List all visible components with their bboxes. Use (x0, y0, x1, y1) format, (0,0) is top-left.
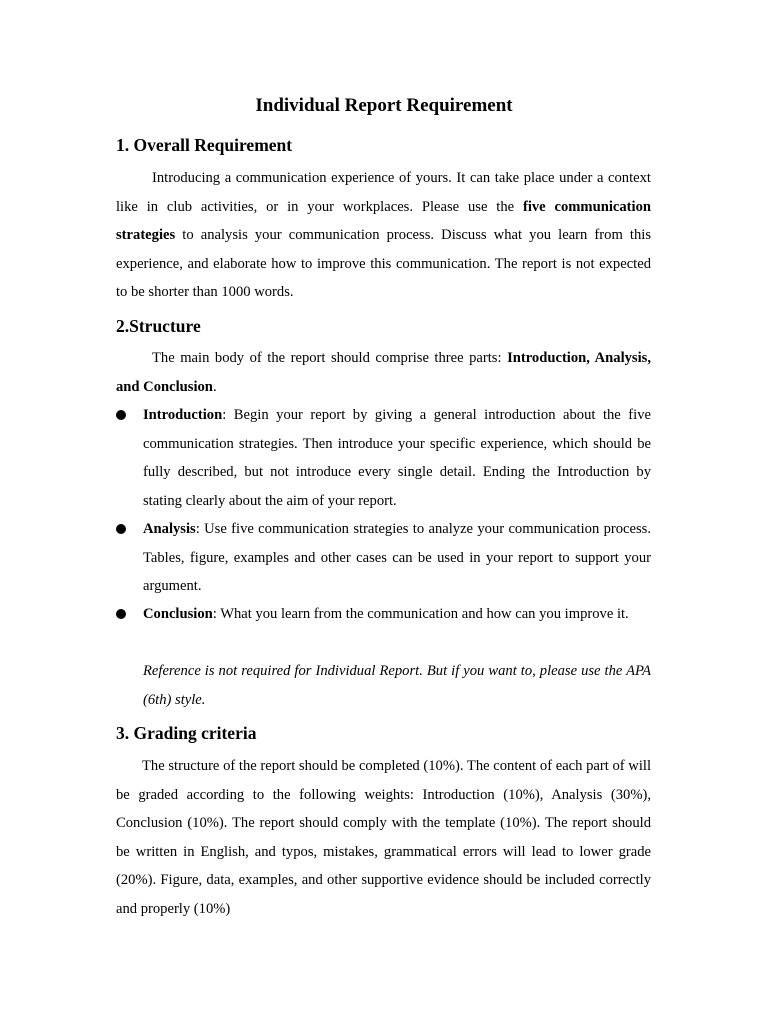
bullet-text (143, 600, 651, 629)
overall-requirement-paragraph (116, 164, 651, 307)
overall-text-end: to analysis your communication process. Discuss what you learn from this experience, and elaborate how to improve this communication. The report is not expected to be shorter than 1000 words. (116, 227, 651, 301)
structure-intro-start: The main body of the report should comprise three parts: (152, 350, 508, 366)
section-heading-structure: 2.Structure (116, 316, 201, 336)
bullet-description: : What you learn from the communication and how can you improve it. (212, 606, 629, 622)
section-heading-overall-requirement: 1. Overall Requirement (116, 135, 293, 155)
bullet-text (143, 401, 651, 515)
overall-text-emphasis: five communication strategies (116, 198, 651, 244)
bullet-description: : Begin your report by giving a general introduction about the five communication strategies. Then introduce your specific experience, which should be fully described, but not introduce every single detail. Ending the Introduction by stating clearly about the aim of your report. (143, 407, 651, 509)
bullet-dot-icon (116, 609, 126, 619)
structure-intro-paragraph (116, 344, 651, 401)
grading-criteria-paragraph: The structure of the report should be completed (10%). The content of each part of will be graded according to the following weights: Introduction (10%), Analysis (30%), Conclusion (10%). The report should comply with the template (10%). The report should be written in English, and typos, mistakes, grammatical errors will lead to lower grade (20%). Figure, data, examples, and other supportive evidence should be included correctly and properly (10%) (116, 758, 651, 917)
bullet-term: Analysis (143, 521, 196, 537)
structure-intro-end: . (212, 378, 217, 395)
bullet-term: Conclusion (143, 606, 213, 622)
bullet-text (143, 515, 651, 601)
overall-text-start: Introducing a communication experience of yours. It can take place under a context like in club activities, or in your workplaces. Please use the (116, 170, 651, 215)
bullet-dot-icon (116, 410, 126, 420)
bullet-dot-icon (116, 524, 126, 534)
bullet-term: Introduction (143, 407, 223, 423)
section-heading-grading-criteria: 3. Grading criteria (116, 723, 257, 743)
bullet-description: : Use five communication strategies to analyze your communication process. Tables, figure, examples and other cases can be used in your report to support your argument. (143, 521, 651, 595)
reference-note: Reference is not required for Individual Report. But if you want to, please use the APA (6th) style. (143, 663, 651, 708)
structure-intro-parts: Introduction, Analysis, and Conclusion (116, 350, 651, 395)
document-title: Individual Report Requirement (255, 95, 513, 116)
